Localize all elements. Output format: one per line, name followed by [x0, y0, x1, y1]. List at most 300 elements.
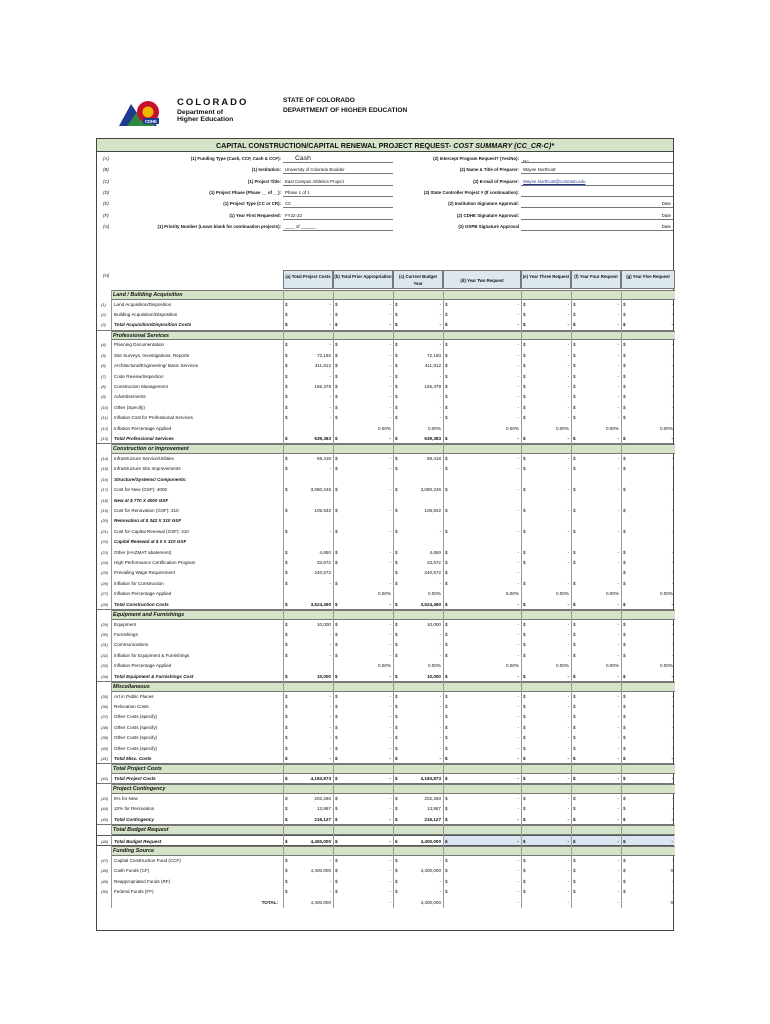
field-value-2[interactable]: Date	[661, 201, 671, 207]
cell[interactable]	[521, 310, 571, 320]
cell[interactable]	[393, 672, 443, 681]
cell[interactable]	[443, 630, 521, 640]
cell[interactable]	[521, 434, 571, 443]
cell[interactable]	[333, 744, 393, 754]
cell[interactable]	[333, 836, 393, 846]
cell[interactable]	[571, 600, 621, 609]
cell[interactable]	[443, 392, 521, 402]
cell[interactable]	[621, 310, 675, 320]
cell[interactable]	[571, 403, 621, 413]
cell[interactable]	[621, 712, 675, 722]
cell[interactable]	[393, 887, 443, 897]
cell[interactable]	[443, 464, 521, 474]
field-value[interactable]: ____ of ______	[285, 223, 316, 229]
cell[interactable]	[333, 733, 393, 743]
cell[interactable]	[393, 382, 443, 392]
cell[interactable]	[393, 866, 443, 876]
cell[interactable]	[393, 692, 443, 702]
cell[interactable]	[393, 310, 443, 320]
cell[interactable]	[393, 372, 443, 382]
field-value[interactable]: Phase 1 of 1	[285, 189, 310, 195]
field-value-2[interactable]: No	[523, 159, 529, 164]
cell[interactable]	[283, 733, 333, 743]
cell[interactable]	[283, 630, 333, 640]
cell[interactable]	[393, 744, 443, 754]
cell[interactable]	[393, 774, 443, 783]
cell[interactable]	[393, 558, 443, 568]
cell[interactable]	[443, 702, 521, 712]
cell[interactable]	[443, 558, 521, 568]
cell[interactable]	[521, 672, 571, 681]
cell[interactable]	[283, 516, 333, 526]
cell[interactable]	[393, 600, 443, 609]
cell[interactable]	[571, 804, 621, 814]
cell[interactable]	[443, 856, 521, 866]
cell[interactable]	[283, 361, 333, 371]
field-value-2[interactable]: Wayne.Northcutt@colorado.edu	[523, 178, 586, 184]
cell[interactable]	[333, 692, 393, 702]
cell[interactable]	[571, 382, 621, 392]
cell[interactable]	[333, 537, 393, 547]
cell[interactable]	[443, 506, 521, 516]
cell[interactable]	[621, 568, 675, 578]
cell[interactable]	[621, 856, 675, 866]
cell[interactable]	[521, 754, 571, 763]
cell[interactable]	[521, 856, 571, 866]
field-value[interactable]: East Campus Athletics Project	[285, 178, 344, 184]
cell[interactable]	[521, 527, 571, 537]
cell[interactable]	[283, 866, 333, 876]
cell[interactable]	[283, 310, 333, 320]
cell[interactable]	[521, 300, 571, 310]
cell[interactable]	[333, 392, 393, 402]
cell[interactable]	[621, 702, 675, 712]
cell[interactable]	[571, 424, 621, 434]
cell[interactable]	[393, 413, 443, 423]
cell[interactable]	[393, 506, 443, 516]
cell[interactable]	[571, 361, 621, 371]
cell[interactable]	[571, 372, 621, 382]
cell[interactable]	[333, 403, 393, 413]
cell[interactable]	[521, 320, 571, 329]
cell[interactable]	[393, 537, 443, 547]
cell[interactable]	[621, 392, 675, 402]
cell[interactable]	[333, 804, 393, 814]
cell[interactable]	[393, 464, 443, 474]
cell[interactable]	[521, 836, 571, 846]
cell[interactable]	[521, 630, 571, 640]
cell[interactable]	[283, 413, 333, 423]
field-value[interactable]: FY22-23	[285, 212, 302, 218]
field-value[interactable]: CC	[285, 201, 292, 207]
cell[interactable]	[393, 620, 443, 630]
cell[interactable]	[621, 866, 675, 876]
cell[interactable]	[571, 630, 621, 640]
cell[interactable]	[443, 877, 521, 887]
cell[interactable]	[621, 579, 675, 589]
cell[interactable]	[443, 403, 521, 413]
cell[interactable]	[333, 866, 393, 876]
cell[interactable]	[283, 589, 333, 599]
cell[interactable]	[443, 413, 521, 423]
cell[interactable]	[283, 815, 333, 824]
cell[interactable]	[283, 496, 333, 506]
cell[interactable]	[621, 774, 675, 783]
cell[interactable]	[571, 320, 621, 329]
cell[interactable]	[283, 723, 333, 733]
cell[interactable]	[571, 351, 621, 361]
cell[interactable]	[393, 794, 443, 804]
cell[interactable]	[521, 744, 571, 754]
cell[interactable]	[443, 548, 521, 558]
cell[interactable]	[443, 496, 521, 506]
cell[interactable]	[333, 887, 393, 897]
cell[interactable]	[521, 413, 571, 423]
cell[interactable]	[283, 774, 333, 783]
cell[interactable]	[521, 651, 571, 661]
cell[interactable]	[283, 434, 333, 443]
cell[interactable]	[571, 579, 621, 589]
cell[interactable]	[571, 548, 621, 558]
cell[interactable]	[621, 506, 675, 516]
cell[interactable]	[283, 754, 333, 763]
cell[interactable]	[443, 589, 521, 599]
cell[interactable]	[283, 527, 333, 537]
cell[interactable]	[333, 527, 393, 537]
cell[interactable]	[333, 434, 393, 443]
cell[interactable]	[333, 774, 393, 783]
cell[interactable]	[443, 372, 521, 382]
cell[interactable]	[521, 898, 571, 908]
cell[interactable]	[521, 496, 571, 506]
cell[interactable]	[283, 351, 333, 361]
cell[interactable]	[621, 661, 675, 671]
cell[interactable]	[393, 403, 443, 413]
cell[interactable]	[443, 568, 521, 578]
cell[interactable]	[283, 424, 333, 434]
cell[interactable]	[333, 600, 393, 609]
cell[interactable]	[621, 600, 675, 609]
cell[interactable]	[571, 856, 621, 866]
cell[interactable]	[621, 454, 675, 464]
cell[interactable]	[393, 496, 443, 506]
cell[interactable]	[333, 723, 393, 733]
cell[interactable]	[571, 434, 621, 443]
cell[interactable]	[521, 887, 571, 897]
cell[interactable]	[443, 454, 521, 464]
cell[interactable]	[521, 382, 571, 392]
cell[interactable]	[283, 558, 333, 568]
cell[interactable]	[521, 794, 571, 804]
cell[interactable]	[571, 454, 621, 464]
cell[interactable]	[443, 620, 521, 630]
cell[interactable]	[283, 794, 333, 804]
cell[interactable]	[571, 310, 621, 320]
cell[interactable]	[283, 661, 333, 671]
cell[interactable]	[333, 485, 393, 495]
cell[interactable]	[521, 485, 571, 495]
cell[interactable]	[283, 887, 333, 897]
cell[interactable]	[283, 300, 333, 310]
cell[interactable]	[521, 558, 571, 568]
cell[interactable]	[333, 754, 393, 763]
cell[interactable]	[443, 672, 521, 681]
cell[interactable]	[333, 640, 393, 650]
cell[interactable]	[393, 651, 443, 661]
cell[interactable]	[283, 744, 333, 754]
cell[interactable]	[621, 340, 675, 350]
cell[interactable]	[621, 464, 675, 474]
cell[interactable]	[283, 475, 333, 485]
cell[interactable]	[621, 424, 675, 434]
cell[interactable]	[393, 856, 443, 866]
cell[interactable]	[283, 804, 333, 814]
cell[interactable]	[621, 558, 675, 568]
cell[interactable]	[393, 320, 443, 329]
cell[interactable]	[283, 382, 333, 392]
cell[interactable]	[571, 620, 621, 630]
cell[interactable]	[333, 372, 393, 382]
cell[interactable]	[443, 300, 521, 310]
cell[interactable]	[621, 548, 675, 558]
cell[interactable]	[521, 537, 571, 547]
cell[interactable]	[521, 361, 571, 371]
cell[interactable]	[393, 300, 443, 310]
cell[interactable]	[443, 733, 521, 743]
cell[interactable]	[333, 558, 393, 568]
cell[interactable]	[443, 537, 521, 547]
cell[interactable]	[393, 733, 443, 743]
cell[interactable]	[571, 392, 621, 402]
cell[interactable]	[621, 692, 675, 702]
cell[interactable]	[521, 733, 571, 743]
cell[interactable]	[283, 877, 333, 887]
cell[interactable]	[333, 340, 393, 350]
cell[interactable]	[571, 672, 621, 681]
cell[interactable]	[283, 340, 333, 350]
cell[interactable]	[621, 496, 675, 506]
cell[interactable]	[621, 754, 675, 763]
cell[interactable]	[521, 815, 571, 824]
cell[interactable]	[393, 475, 443, 485]
cell[interactable]	[393, 712, 443, 722]
cell[interactable]	[443, 516, 521, 526]
cell[interactable]	[333, 702, 393, 712]
cell[interactable]	[283, 620, 333, 630]
cell[interactable]	[283, 712, 333, 722]
cell[interactable]	[393, 485, 443, 495]
cell[interactable]	[621, 372, 675, 382]
cell[interactable]	[621, 403, 675, 413]
cell[interactable]	[521, 424, 571, 434]
cell[interactable]	[283, 692, 333, 702]
cell[interactable]	[571, 702, 621, 712]
cell[interactable]	[393, 351, 443, 361]
cell[interactable]	[333, 496, 393, 506]
cell[interactable]	[521, 723, 571, 733]
cell[interactable]	[621, 630, 675, 640]
cell[interactable]	[621, 537, 675, 547]
cell[interactable]	[443, 815, 521, 824]
cell[interactable]	[621, 382, 675, 392]
cell[interactable]	[571, 516, 621, 526]
cell[interactable]	[283, 392, 333, 402]
cell[interactable]	[333, 361, 393, 371]
cell[interactable]	[393, 640, 443, 650]
cell[interactable]	[283, 672, 333, 681]
cell[interactable]	[621, 898, 675, 908]
cell[interactable]	[571, 537, 621, 547]
cell[interactable]	[393, 804, 443, 814]
cell[interactable]	[621, 744, 675, 754]
cell[interactable]	[443, 866, 521, 876]
cell[interactable]	[621, 527, 675, 537]
cell[interactable]	[621, 651, 675, 661]
cell[interactable]	[521, 712, 571, 722]
cell[interactable]	[333, 568, 393, 578]
cell[interactable]	[283, 372, 333, 382]
field-value[interactable]: Cash	[295, 155, 311, 162]
cell[interactable]	[571, 640, 621, 650]
cell[interactable]	[521, 600, 571, 609]
cell[interactable]	[571, 527, 621, 537]
cell[interactable]	[621, 434, 675, 443]
cell[interactable]	[333, 351, 393, 361]
cell[interactable]	[521, 661, 571, 671]
cell[interactable]	[621, 723, 675, 733]
cell[interactable]	[393, 568, 443, 578]
field-value-2[interactable]: Date	[661, 223, 671, 229]
cell[interactable]	[393, 754, 443, 763]
cell[interactable]	[333, 506, 393, 516]
cell[interactable]	[333, 424, 393, 434]
cell[interactable]	[283, 600, 333, 609]
cell[interactable]	[521, 640, 571, 650]
cell[interactable]	[393, 836, 443, 846]
cell[interactable]	[571, 300, 621, 310]
cell[interactable]	[283, 568, 333, 578]
cell[interactable]	[333, 661, 393, 671]
cell[interactable]	[571, 898, 621, 908]
cell[interactable]	[443, 382, 521, 392]
cell[interactable]	[333, 856, 393, 866]
cell[interactable]	[393, 340, 443, 350]
cell[interactable]	[283, 537, 333, 547]
cell[interactable]	[621, 361, 675, 371]
cell[interactable]	[621, 413, 675, 423]
cell[interactable]	[621, 815, 675, 824]
cell[interactable]	[393, 361, 443, 371]
cell[interactable]	[621, 620, 675, 630]
cell[interactable]	[621, 672, 675, 681]
cell[interactable]	[283, 898, 333, 908]
cell[interactable]	[621, 589, 675, 599]
cell[interactable]	[393, 630, 443, 640]
cell[interactable]	[521, 506, 571, 516]
cell[interactable]	[571, 744, 621, 754]
cell[interactable]	[571, 589, 621, 599]
cell[interactable]	[571, 887, 621, 897]
cell[interactable]	[521, 392, 571, 402]
cell[interactable]	[621, 836, 675, 846]
cell[interactable]	[621, 877, 675, 887]
cell[interactable]	[283, 702, 333, 712]
cell[interactable]	[283, 640, 333, 650]
cell[interactable]	[521, 568, 571, 578]
cell[interactable]	[571, 815, 621, 824]
cell[interactable]	[571, 794, 621, 804]
cell[interactable]	[443, 340, 521, 350]
cell[interactable]	[333, 672, 393, 681]
cell[interactable]	[521, 589, 571, 599]
cell[interactable]	[333, 877, 393, 887]
cell[interactable]	[621, 351, 675, 361]
cell[interactable]	[521, 702, 571, 712]
cell[interactable]	[283, 454, 333, 464]
cell[interactable]	[521, 403, 571, 413]
cell[interactable]	[621, 516, 675, 526]
cell[interactable]	[521, 454, 571, 464]
cell[interactable]	[283, 836, 333, 846]
cell[interactable]	[571, 464, 621, 474]
cell[interactable]	[333, 413, 393, 423]
cell[interactable]	[333, 310, 393, 320]
cell[interactable]	[443, 310, 521, 320]
cell[interactable]	[621, 320, 675, 329]
cell[interactable]	[571, 506, 621, 516]
cell[interactable]	[443, 898, 521, 908]
cell[interactable]	[333, 815, 393, 824]
cell[interactable]	[621, 794, 675, 804]
cell[interactable]	[571, 733, 621, 743]
cell[interactable]	[283, 506, 333, 516]
cell[interactable]	[393, 434, 443, 443]
cell[interactable]	[333, 794, 393, 804]
cell[interactable]	[443, 723, 521, 733]
cell[interactable]	[571, 413, 621, 423]
cell[interactable]	[443, 794, 521, 804]
cell[interactable]	[521, 372, 571, 382]
cell[interactable]	[443, 836, 521, 846]
cell[interactable]	[333, 454, 393, 464]
field-value-2[interactable]: Wayne Northcutt	[523, 167, 556, 173]
cell[interactable]	[443, 600, 521, 609]
cell[interactable]	[621, 475, 675, 485]
field-value-2[interactable]: Date	[661, 212, 671, 218]
cell[interactable]	[621, 887, 675, 897]
cell[interactable]	[521, 620, 571, 630]
cell[interactable]	[283, 464, 333, 474]
cell[interactable]	[521, 340, 571, 350]
cell[interactable]	[283, 485, 333, 495]
cell[interactable]	[571, 475, 621, 485]
cell[interactable]	[443, 774, 521, 783]
cell[interactable]	[443, 579, 521, 589]
cell[interactable]	[443, 527, 521, 537]
cell[interactable]	[571, 866, 621, 876]
cell[interactable]	[393, 815, 443, 824]
cell[interactable]	[443, 692, 521, 702]
field-value[interactable]: University of Colorado Boulder	[285, 167, 345, 173]
cell[interactable]	[283, 579, 333, 589]
cell[interactable]	[571, 836, 621, 846]
cell[interactable]	[621, 300, 675, 310]
cell[interactable]	[393, 579, 443, 589]
cell[interactable]	[333, 382, 393, 392]
cell[interactable]	[443, 887, 521, 897]
cell[interactable]	[283, 320, 333, 329]
cell[interactable]	[571, 661, 621, 671]
